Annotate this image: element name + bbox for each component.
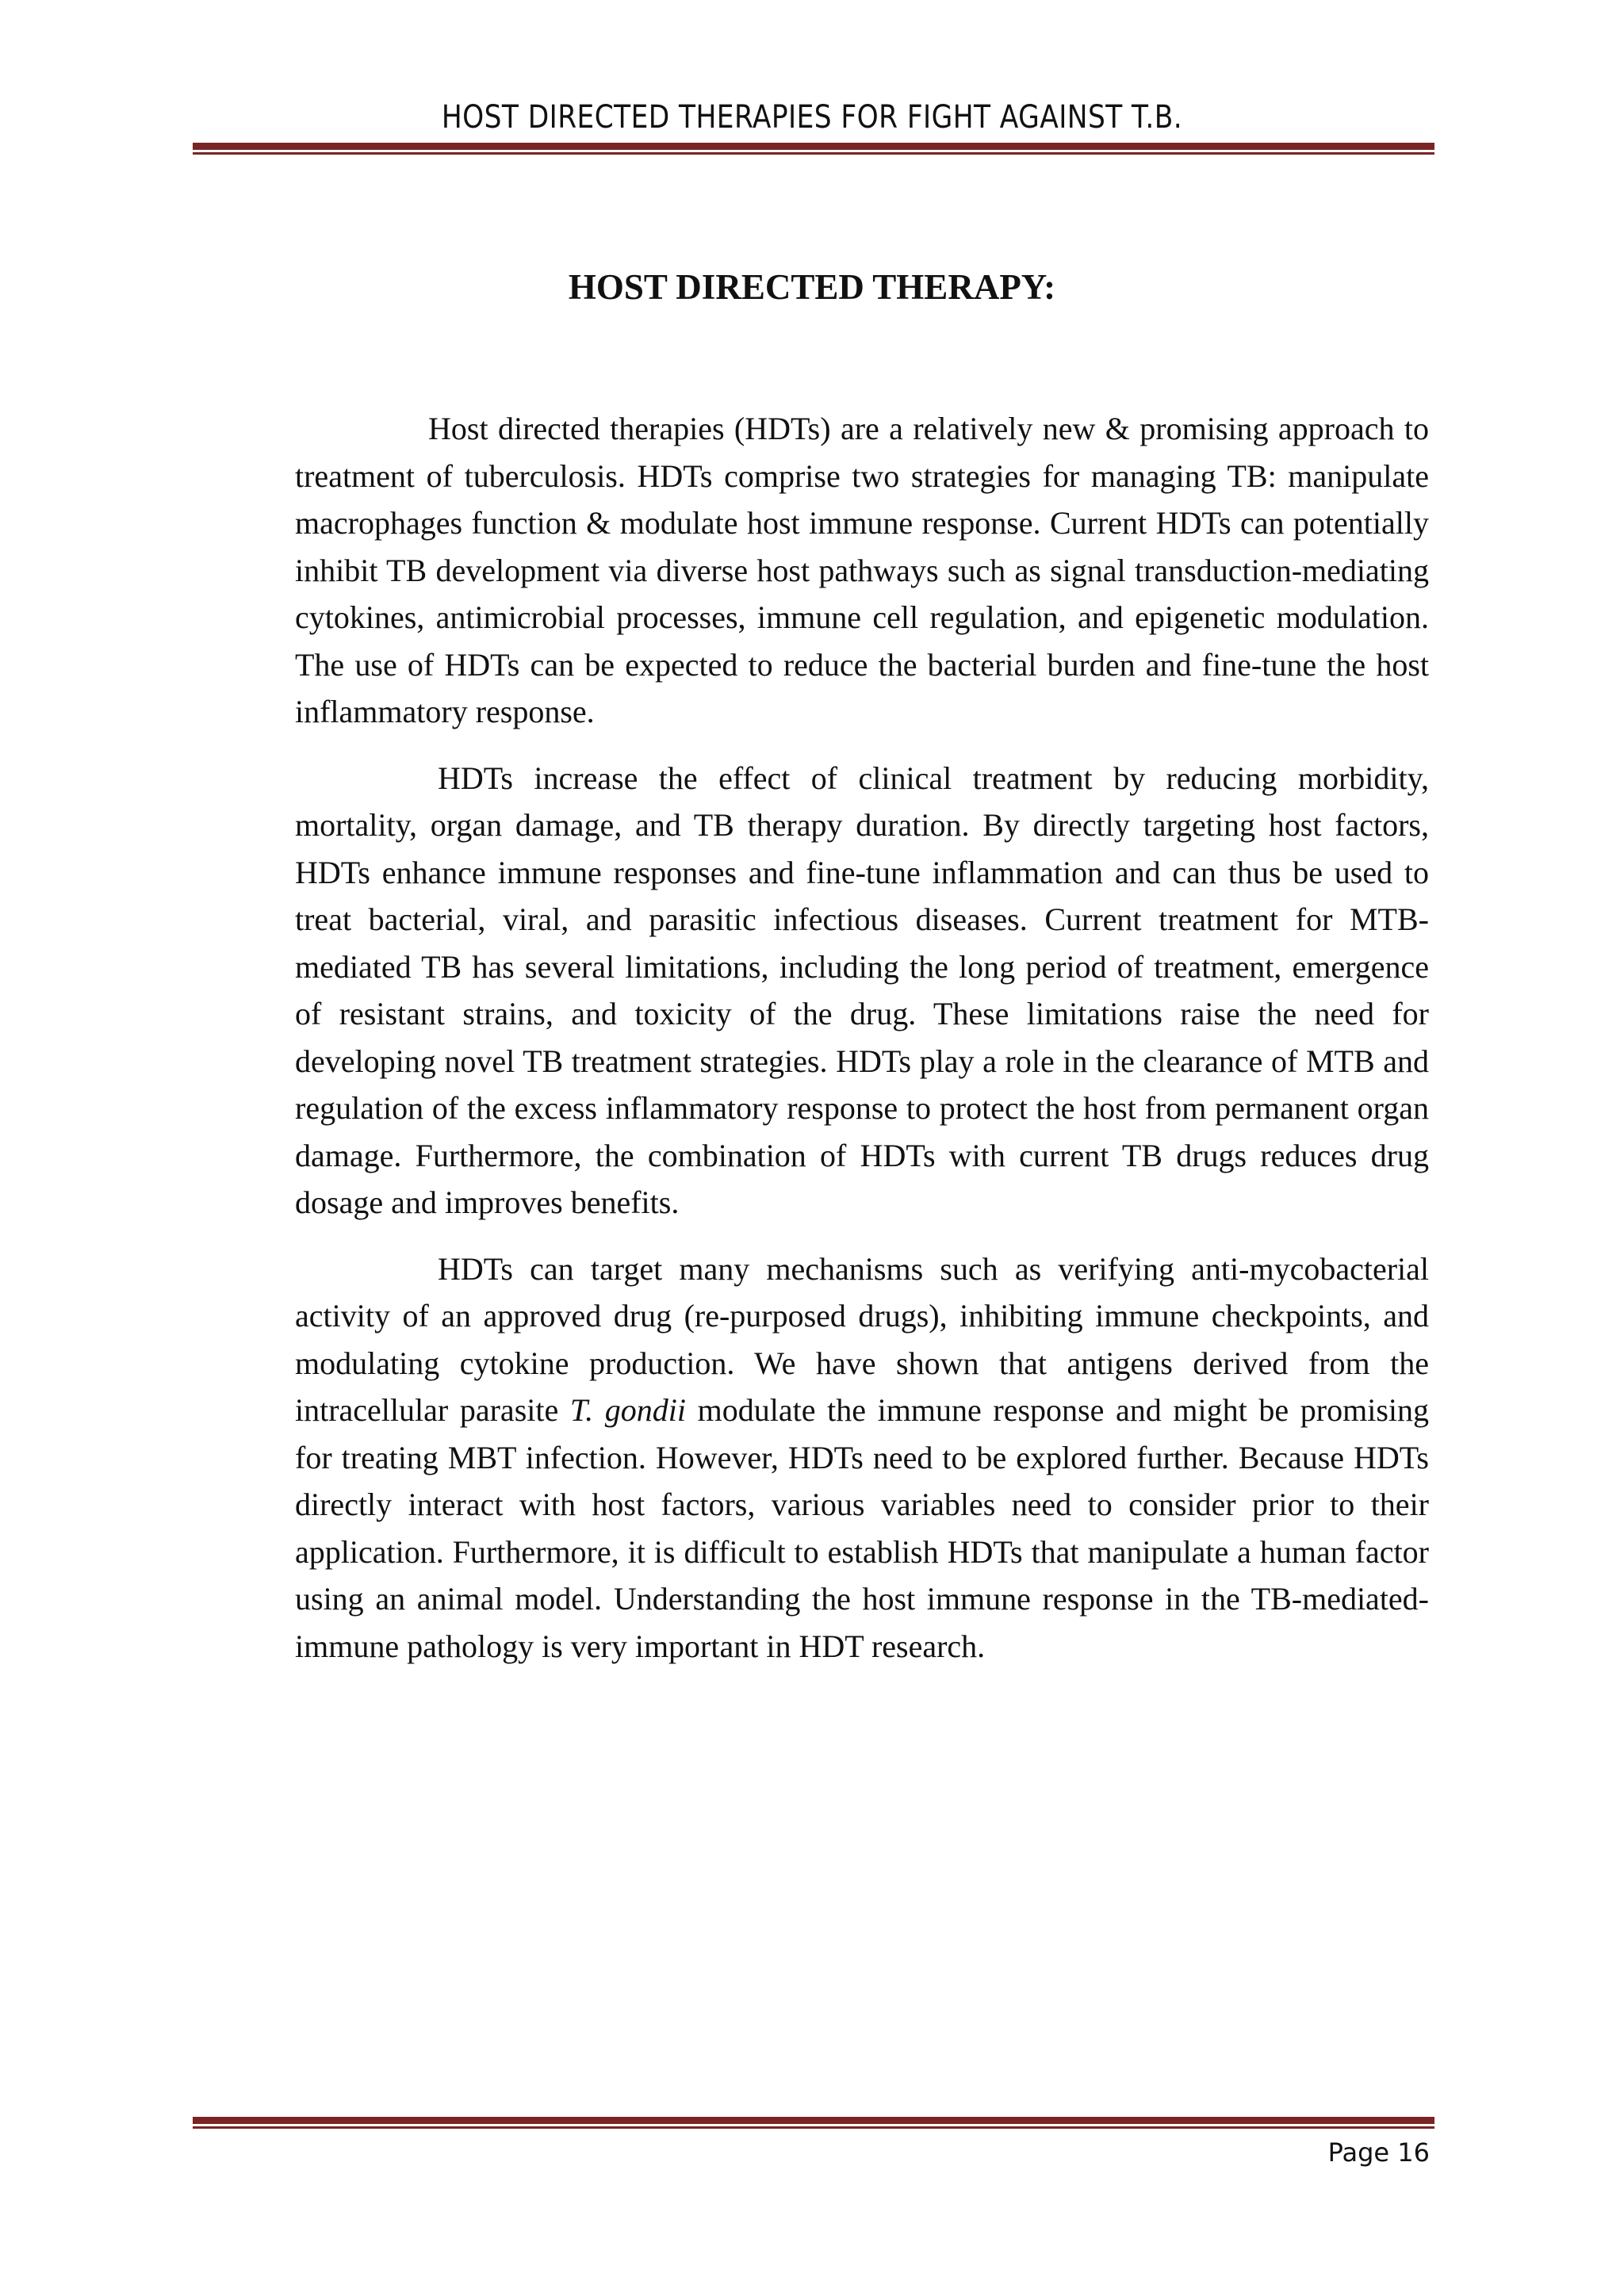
paragraph-3 xyxy=(295,1246,1429,1670)
footer-rule xyxy=(193,2117,1434,2129)
header-rule xyxy=(193,143,1434,155)
species-name-italic: T. gondii xyxy=(569,1392,687,1428)
paragraph-2: HDTs increase the effect of clinical treatment by reducing morbidity, mortality, organ damage, and TB therapy duration. By directly targeting host factors, HDTs enhance immune responses and fine-tune inflammation and can thus be used to treat bacterial, viral, and parasitic infectious diseases. Current treatment for MTB-mediated TB has several limitations, including the long period of treatment, emergence of resistant strains, and toxicity of the drug. These limitations raise the need for developing novel TB treatment strategies. HDTs play a role in the clearance of MTB and regulation of the excess inflammatory response to protect the host from permanent organ damage. Furthermore, the combination of HDTs with current TB drugs reduces drug dosage and improves benefits. xyxy=(295,760,1429,1220)
section-title: HOST DIRECTED THERAPY: xyxy=(568,267,1056,307)
body-text xyxy=(295,405,1429,1689)
paragraph-3-text-before: HDTs can target many mechanisms such as verifying anti-mycobacterial activity of an approved drug (re-purposed drugs), inhibiting immune checkpoints, and modulating cytokine production. We have shown that antigens derived from the intracellular parasite xyxy=(295,1250,1429,1428)
paragraph-1: Host directed therapies (HDTs) are a relatively new & promising approach to treatment of tuberculosis. HDTs comprise two strategies for managing TB: manipulate macrophages function & modulate host immune response. Current HDTs can potentially inhibit TB development via diverse host pathways such as signal transduction-mediating cytokines, antimicrobial processes, immune cell regulation, and epigenetic modulation. The use of HDTs can be expected to reduce the bacterial burden and fine-tune the host inflammatory response. xyxy=(295,411,1429,729)
paragraph-3-text-after: modulate the immune response and might be promising for treating MBT infection. However, HDTs need to be explored further. Because HDTs directly interact with host factors, various variables need to consider prior to their application. Furthermore, it is difficult to establish HDTs that manipulate a human factor using an animal model. Understanding the host immune response in the TB-mediated-immune pathology is very important in HDT research. xyxy=(295,1392,1430,1664)
running-header: HOST DIRECTED THERAPIES FOR FIGHT AGAINST T.B. xyxy=(441,99,1183,136)
page-number: Page 16 xyxy=(1327,2137,1430,2168)
